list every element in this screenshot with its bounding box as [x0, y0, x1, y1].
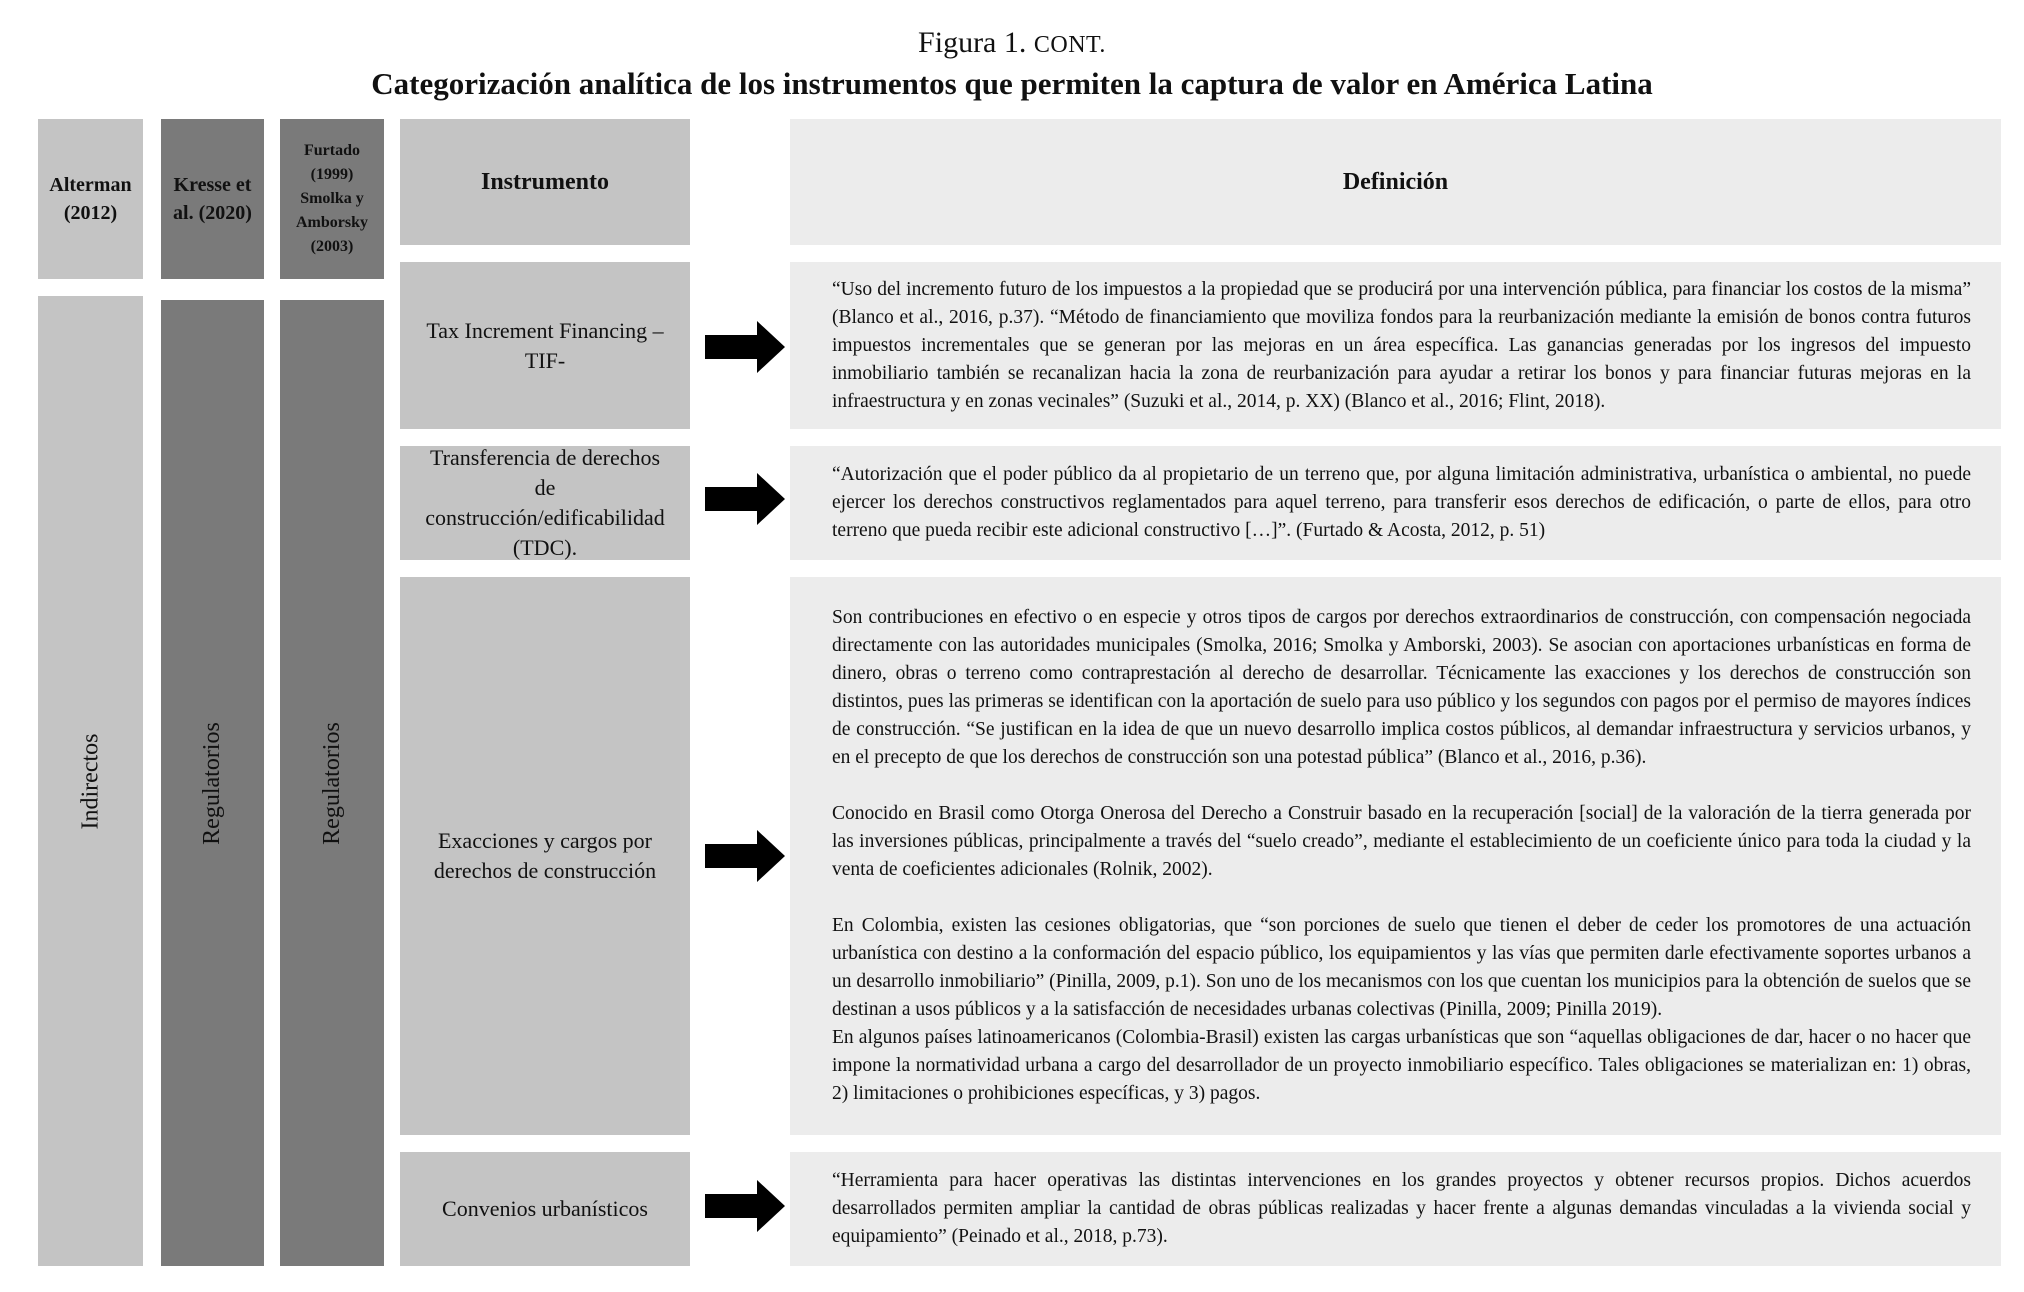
definition-tdc-text: “Autorización que el poder público da al propietario de un terreno que, por alguna limitación administrativa, urbanística o ambiental, no puede ejercer los derechos constructivos reglamentados para aquel terreno, para transferir esos derechos de edificación, o parte de ellos, para otro terreno que pueda recibir este adicional constructivo […]”. (Furtado & Acosta, 2012, p. 51) [832, 464, 1971, 541]
definition-exacciones [790, 577, 2001, 1135]
header-definition-label: Definición [1342, 168, 1449, 195]
figure-suffix: CONT. [1033, 32, 1106, 58]
instrument-tif [400, 262, 690, 429]
definition-convenios-text: “Herramienta para hacer operativas las distintas intervenciones en los grandes proyectos y obtener recursos propios. Dichos acuerdos desarrollados permiten ampliar la cantidad de obras públicas realizadas y hacer frente a algunas demandas vinculadas a la vivienda social y equipamiento” (Peinado et al., 2018, p.73). [832, 1170, 1971, 1247]
header-instrument-label: Instrumento [480, 169, 609, 195]
right-arrow-icon [705, 473, 785, 525]
category-regulatorios-kresse [161, 300, 264, 1266]
category-regulatorios-furtado [280, 300, 384, 1266]
instrument-convenios-label: Convenios urbanísticos [442, 1196, 648, 1221]
right-arrow-icon [705, 321, 785, 373]
instrument-exacciones [400, 577, 690, 1135]
right-arrow-icon [705, 1180, 785, 1232]
header-kresse [161, 119, 264, 279]
category-regulatorios-kresse-label: Regulatorios [199, 721, 225, 845]
definition-exacciones-text-1: Son contribuciones en efectivo o en especie y otros tipos de cargos por derechos extraordinarios de construcción, con compensación negociada directamente con las autoridades municipales (Smolka, 2016; Smolka y Amborski, 2003). Se asocian con aportaciones urbanísticas en forma de dinero, obras o terreno como contraprestación al derecho de desarrollar. Técnicamente las exacciones y los derechos de construcción son distintos, pues las primeras se identifican con la aportación de suelo para uso público y los segundos con pagos por el permiso de mayores índices de construcción. “Se justifican en la idea de que un nuevo desarrollo implica costos públicos, al demandar infraestructura y servicios urbanos, y en el precepto de que los derechos de construcción son una potestad pública” (Blanco et al., 2016, p.36). [832, 607, 1971, 768]
category-regulatorios-furtado-label: Regulatorios [318, 721, 345, 845]
figure-title: Categorización analítica de los instrumentos que permiten la captura de valor en América Latina [371, 66, 1653, 101]
header-alterman-label: Alterman (2012) [49, 174, 132, 224]
instrument-tdc [400, 446, 690, 560]
category-indirectos-label: Indirectos [77, 733, 103, 829]
definition-convenios [790, 1152, 2001, 1266]
definition-tif-text: “Uso del incremento futuro de los impuestos a la propiedad que se producirá por una intervención pública, para financiar los costos de la misma” (Blanco et al., 2016, p.37). “Método de financiamiento que moviliza fondos para la reurbanización mediante la emisión de bonos contra futuros impuestos incrementales que se generan por las mejoras en un área específica. Las ganancias generadas por los ingresos del impuesto inmobiliario también se recanalizan hacia la zona de reurbanización para ayudar a retirar los bonos y para financiar futuras mejoras en la infraestructura y en zonas vecinales” (Suzuki et al., 2014, p. XX) (Blanco et al., 2016; Flint, 2018). [832, 278, 1971, 412]
header-instrument [400, 119, 690, 245]
header-furtado [280, 119, 384, 279]
definition-exacciones-text-2: Conocido en Brasil como Otorga Onerosa del Derecho a Construir basado en la recuperación [social] de la valoración de la tierra generada por las inversiones públicas, principalmente a través del “suelo creado”, mediante el establecimiento de un coeficiente único para toda la ciudad y la venta de coeficientes adicionales (Rolnik, 2002). [832, 803, 1971, 880]
instrument-tdc-label: Transferencia de derechos de construcción/edificabilidad (TDC). [425, 445, 665, 560]
header-kresse-label: Kresse et al. (2020) [173, 174, 252, 224]
header-definition [790, 119, 2001, 245]
instrument-exacciones-label: Exacciones y cargos por derechos de construcción [433, 828, 657, 883]
header-alterman [38, 119, 143, 279]
instrument-tif-label: Tax Increment Financing –TIF- [426, 317, 664, 373]
definition-tdc [790, 446, 2001, 560]
definition-exacciones-text-4: En algunos países latinoamericanos (Colombia-Brasil) existen las cargas urbanísticas que son “aquellas obligaciones de dar, hacer o no hacer que impone la normatividad urbana a cargo del desarrollador de un proyecto inmobiliario específico. Tales obligaciones se materializan en: 1) obras, 2) limitaciones o prohibiciones específicas, y 3) pagos. [832, 1027, 1971, 1104]
figure-label [0, 26, 2024, 60]
definition-tif [790, 262, 2001, 429]
category-indirectos [38, 296, 143, 1266]
figure-number: Figura 1. [918, 26, 1027, 59]
instrument-convenios [400, 1152, 690, 1266]
definition-exacciones-text-3: En Colombia, existen las cesiones obligatorias, que “son porciones de suelo que tienen el deber de ceder los promotores de una actuación urbanística con destino a la conformación del espacio público, los equipamientos y las vías que permiten darle efectivamente soportes urbanos a un desarrollo inmobiliario” (Pinilla, 2009, p.1). Son uno de los mecanismos con los que cuentan los municipios para la obtención de suelos que se destinan a usos públicos y a la satisfacción de necesidades urbanas colectivas (Pinilla, 2009; Pinilla 2019). [832, 915, 1971, 1020]
right-arrow-icon [705, 830, 785, 882]
header-furtado-label: Furtado (1999) Smolka y Amborsky (2003) [295, 142, 368, 255]
